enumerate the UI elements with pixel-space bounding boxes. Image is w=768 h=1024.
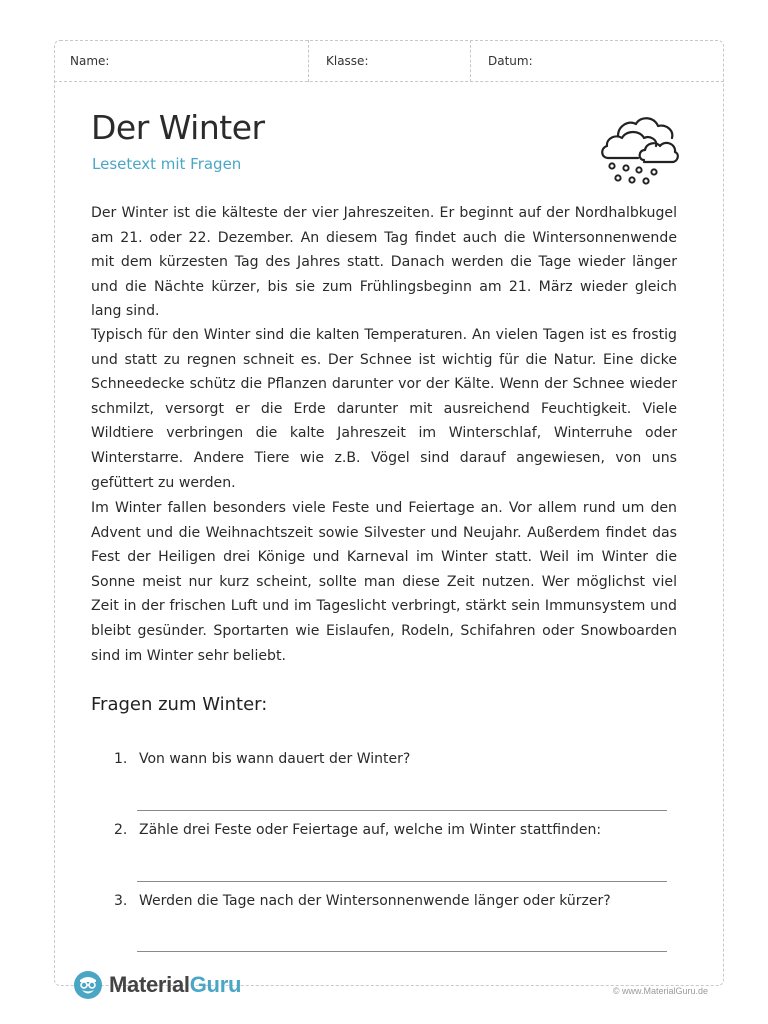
paragraph: Typisch für den Winter sind die kalten Temperaturen. An vielen Tagen ist es frostig und statt zu regnen schneit es. Der Schnee ist wichtig für die Natur. Eine dicke Schneedecke schütz die Pflanzen darunter vor der Kälte. Wenn der Schnee wieder schmilzt, versorgt er die Erde darunter mit ausreichend Feuchtigkeit. Viele Wildtiere verbringen die kalte Jahreszeit im Winterschlaf, Winterruhe oder Winterstarre. Andere Tiere wie z.B. Vögel sind darauf angewiesen, von uns gefüttert zu werden.	[91, 327, 677, 491]
copyright-text: © www.MaterialGuru.de	[612, 986, 708, 996]
header-divider	[308, 40, 309, 82]
materialguru-logo	[73, 968, 241, 1002]
class-label: Klasse:	[326, 54, 369, 68]
header-row	[54, 40, 724, 82]
logo-text	[109, 972, 241, 998]
questions-heading: Fragen zum Winter:	[91, 694, 268, 715]
page-subtitle: Lesetext mit Fragen	[92, 155, 242, 173]
question-number: 3.	[114, 893, 128, 909]
guru-face-icon	[73, 970, 103, 1000]
header-divider	[470, 40, 471, 82]
paragraph: Der Winter ist die kälteste der vier Jahreszeiten. Er beginnt auf der Nordhalbkugel am 21. oder 22. Dezember. An diesem Tag findet auch die Wintersonnenwende mit dem kürzesten Tag des Jahres statt. Danach werden die Tage wieder länger und die Nächte kürzer, bis sie zum Frühlingsbeginn am 21. März wieder gleich lang sind.	[91, 205, 677, 320]
answer-line[interactable]	[137, 810, 667, 811]
logo-text-part: Guru	[189, 972, 242, 997]
answer-line[interactable]	[137, 951, 667, 952]
paragraph: Im Winter fallen besonders viele Feste und Feiertage an. Vor allem rund um den Advent und die Weihnachtszeit sowie Silvester und Neujahr. Außerdem findet das Fest der Heiligen drei Könige und Karneval im Winter statt. Weil im Winter die Sonne meist nur kurz scheint, sollte man diese Zeit nutzen. Wer möglichst viel Zeit in der frischen Luft und im Tageslicht verbringt, stärkt sein Immunsystem und bleibt gesünder. Sportarten wie Eislaufen, Rodeln, Schifahren oder Snowboarden sind im Winter sehr beliebt.	[91, 500, 677, 664]
name-label: Name:	[70, 54, 110, 68]
question-number: 2.	[114, 822, 128, 838]
question-text: Von wann bis wann dauert der Winter?	[139, 751, 411, 767]
logo-text-part: Material	[109, 972, 190, 997]
question-number: 1.	[114, 751, 128, 767]
snow-cloud-icon	[598, 108, 682, 186]
page-title: Der Winter	[91, 108, 265, 147]
answer-line[interactable]	[137, 881, 667, 882]
question-text: Werden die Tage nach der Wintersonnenwende länger oder kürzer?	[139, 893, 611, 909]
question-text: Zähle drei Feste oder Feiertage auf, welche im Winter stattfinden:	[139, 822, 602, 838]
date-label: Datum:	[488, 54, 533, 68]
